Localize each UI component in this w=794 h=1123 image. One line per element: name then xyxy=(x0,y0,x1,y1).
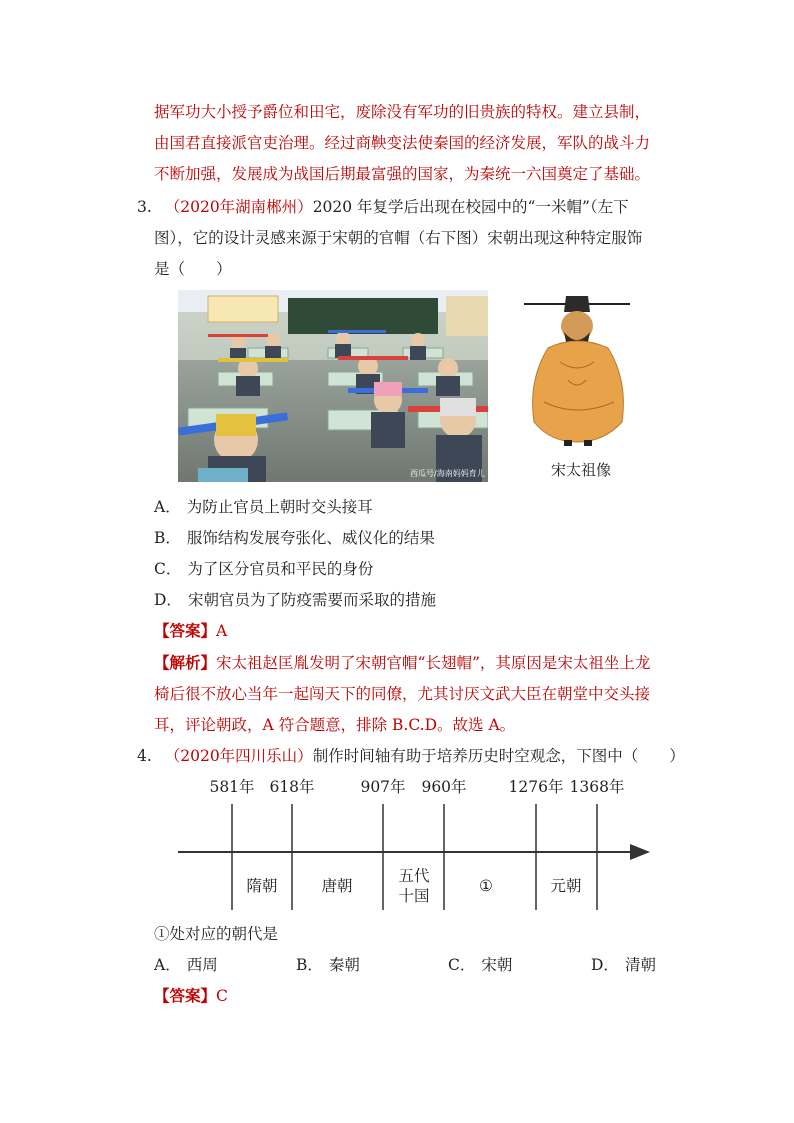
q4-answer xyxy=(154,986,228,1006)
year-label-618: 618年 xyxy=(269,778,315,796)
q3-stem-line-2: 图），它的设计灵感来源于宋朝的官帽（右下图）宋朝出现这种特定服饰 xyxy=(154,229,643,247)
q3-option-c-text: 为了区分官员和平民的身份 xyxy=(187,560,374,578)
q4-stem-text: 制作时间轴有助于培养历史时空观念，下图中（ ） xyxy=(312,747,685,765)
period-yuan: 元朝 xyxy=(550,877,582,895)
period-ten-kingdoms: 十国 xyxy=(398,887,430,905)
q3-stem-line-3: 是（ ） xyxy=(154,260,232,278)
q3-analysis-label: 【解析】 xyxy=(154,653,217,672)
q4-option-d-letter: D． xyxy=(591,956,619,974)
year-label-581: 581年 xyxy=(209,778,255,796)
q3-analysis-line-2: 椅后很不放心当年一起闯天下的同僚，尤其讨厌文武大臣在朝堂中交头接 xyxy=(154,685,651,703)
q3-answer xyxy=(154,621,227,641)
q4-answer-label: 【答案】 xyxy=(154,986,217,1005)
year-label-960: 960年 xyxy=(421,778,467,796)
q3-option-a[interactable] xyxy=(154,497,373,517)
q3-option-d-letter: D． xyxy=(154,591,182,609)
period-five-dynasties: 五代 xyxy=(398,867,430,885)
period-tang: 唐朝 xyxy=(321,877,353,895)
photo-watermark: 西瓜号/海南妈妈育儿 xyxy=(410,469,485,478)
q4-option-b[interactable] xyxy=(296,955,360,975)
q4-option-a[interactable] xyxy=(154,955,218,975)
q3-answer-value: A xyxy=(216,622,228,640)
q3-option-c-letter: C． xyxy=(154,560,182,578)
timeline xyxy=(176,770,656,915)
q4-option-c-letter: C． xyxy=(448,956,476,974)
q3-option-d-text: 宋朝官员为了防疫需要而采取的措施 xyxy=(187,591,436,609)
q4-option-b-letter: B． xyxy=(296,956,323,974)
q4-option-d-text: 清朝 xyxy=(624,956,656,974)
q4-stem xyxy=(137,746,685,766)
q4-sub-question: ①处对应的朝代是 xyxy=(154,925,279,943)
q3-analysis-line-1 xyxy=(154,653,650,673)
q4-option-d[interactable] xyxy=(591,955,656,975)
year-label-907: 907年 xyxy=(360,778,406,796)
q4-option-b-text: 秦朝 xyxy=(328,956,360,974)
q3-stem-text-1: 2020 年复学后出现在校园中的“一米帽”（左下 xyxy=(312,198,629,216)
q4-answer-value: C xyxy=(216,987,228,1005)
prev-answer-line-1: 据军功大小授予爵位和田宅，废除没有军功的旧贵族的特权。建立县制， xyxy=(154,103,651,121)
q4-option-a-text: 西周 xyxy=(186,956,218,974)
prev-answer-line-2: 由国君直接派官吏治理。经过商鞅变法使秦国的经济发展，军队的战斗力 xyxy=(154,134,651,152)
q3-option-b-letter: B． xyxy=(154,529,181,547)
classroom-photo-illustration xyxy=(178,290,488,482)
prev-answer-line-3: 不断加强，发展成为战国后期最富强的国家，为秦统一六国奠定了基础。 xyxy=(154,165,651,183)
period-blank: ① xyxy=(479,877,493,895)
year-label-1368: 1368年 xyxy=(569,778,625,796)
q3-option-c[interactable] xyxy=(154,559,373,579)
q3-source: （2020年湖南郴州） xyxy=(164,198,313,216)
timeline-graphic xyxy=(176,770,656,915)
q3-option-b-text: 服饰结构发展夸张化、威仪化的结果 xyxy=(186,529,435,547)
q3-stem-line-1 xyxy=(137,197,629,217)
song-taizu-portrait xyxy=(524,290,634,450)
year-label-1276: 1276年 xyxy=(508,778,564,796)
q3-option-b[interactable] xyxy=(154,528,435,548)
q3-analysis-line-3: 耳，评论朝政，A 符合题意，排除 B.C.D。故选 A。 xyxy=(154,716,516,734)
q3-answer-label: 【答案】 xyxy=(154,621,217,640)
q3-number: 3. xyxy=(137,198,152,216)
q3-option-a-letter: A． xyxy=(154,498,181,516)
classroom-photo xyxy=(178,290,488,482)
portrait-caption: 宋太祖像 xyxy=(551,461,612,479)
q3-option-a-text: 为防止官员上朝时交头接耳 xyxy=(186,498,373,516)
q4-option-c-text: 宋朝 xyxy=(481,956,513,974)
song-taizu-portrait-illustration xyxy=(524,290,634,450)
q4-option-a-letter: A． xyxy=(154,956,181,974)
q3-analysis-text-1: 宋太祖赵匡胤发明了宋朝官帽“长翅帽”，其原因是宋太祖坐上龙 xyxy=(216,654,651,672)
q4-option-c[interactable] xyxy=(448,955,512,975)
q4-source: （2020年四川乐山） xyxy=(164,747,313,765)
period-sui: 隋朝 xyxy=(246,877,278,895)
q3-option-d[interactable] xyxy=(154,590,436,610)
q4-number: 4. xyxy=(137,747,152,765)
